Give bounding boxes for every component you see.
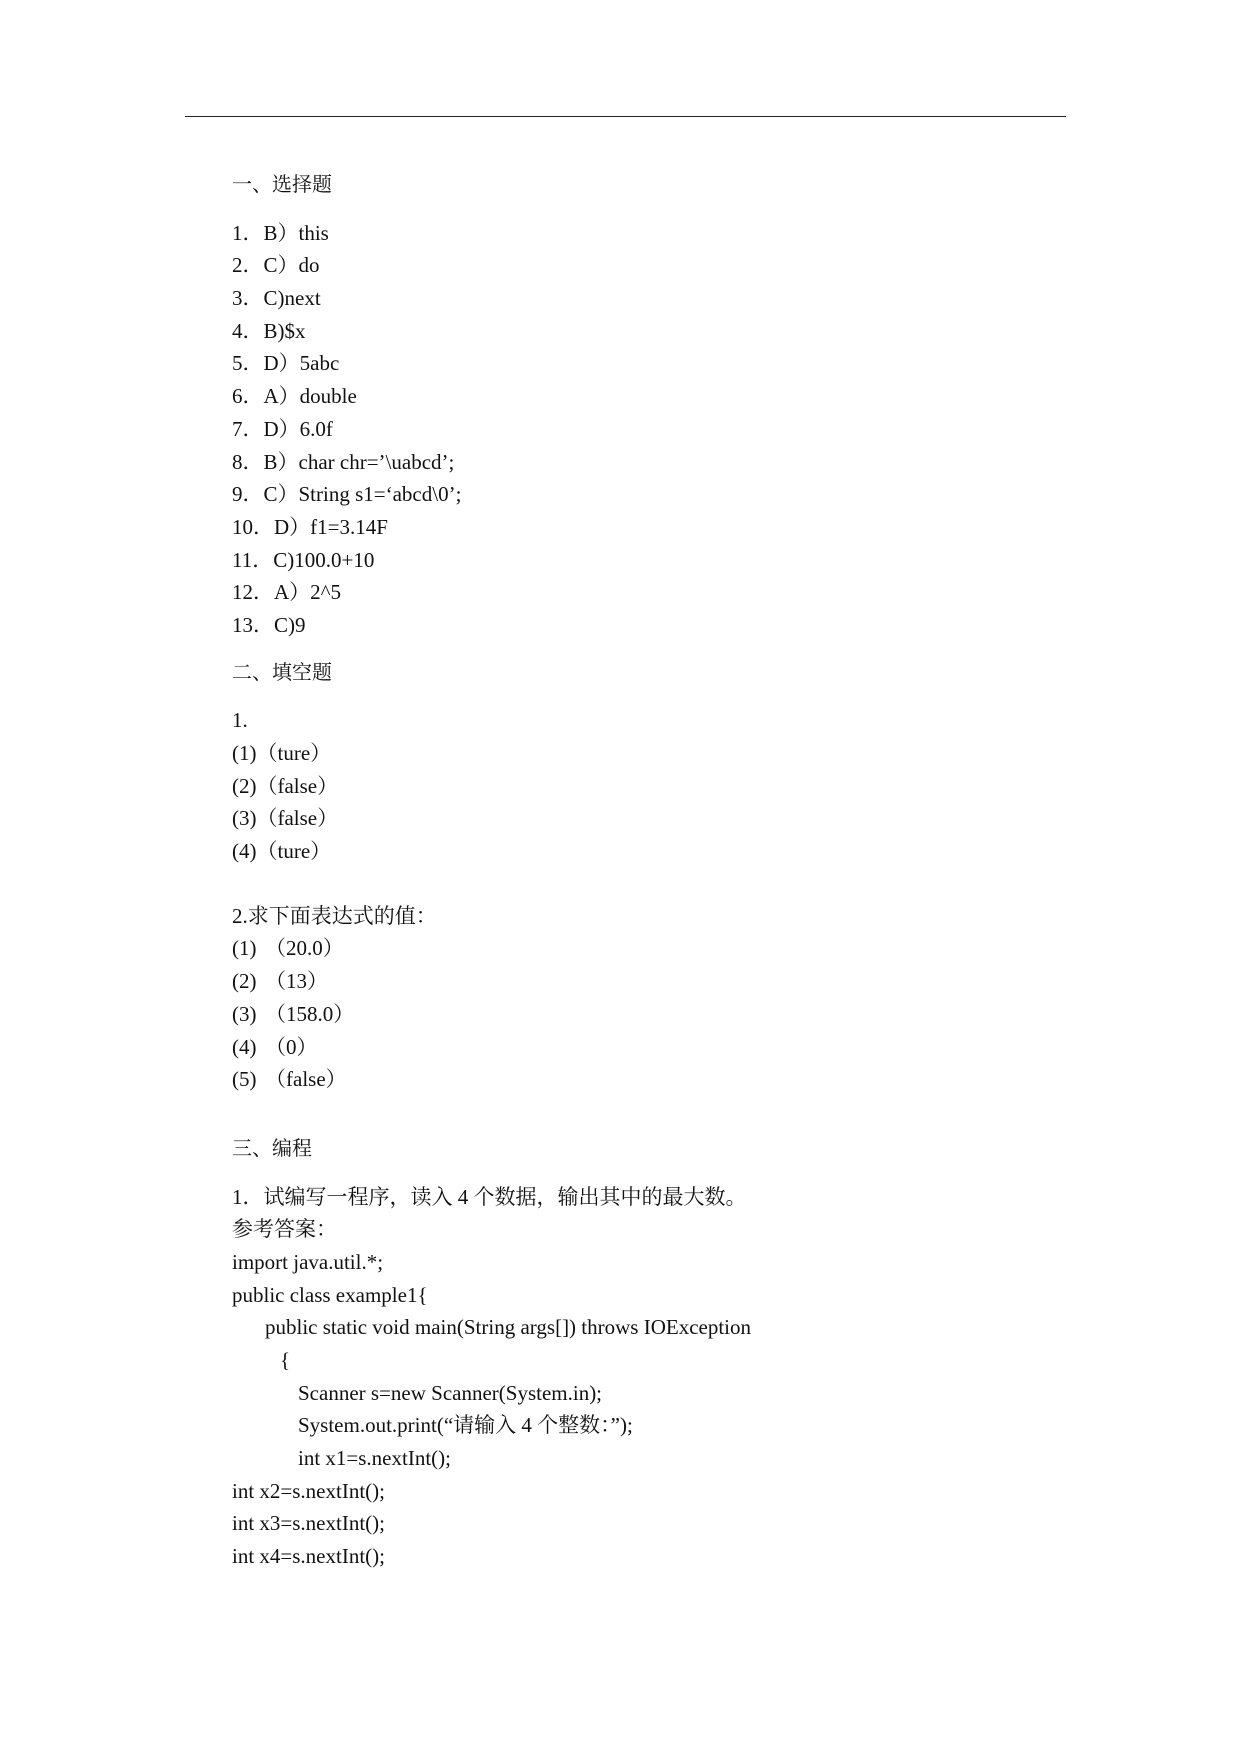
choice-answer: 9．C）String s1=‘abcd\0’; [232, 482, 462, 507]
expression-answer [232, 932, 1092, 965]
answer-value: （20.0） [265, 936, 344, 961]
code-line: int x4=s.nextInt(); [232, 1544, 385, 1569]
answer-label: (3) [232, 1001, 257, 1026]
choice-answer: 2．C）do [232, 253, 320, 278]
choice-answer: 5．D）5abc [232, 351, 340, 376]
section-title-choice: 一、选择题 [232, 172, 332, 196]
code-line: { [280, 1348, 291, 1372]
expression-answer [232, 998, 1092, 1031]
choice-answer: 7．D）6.0f [232, 416, 333, 441]
code-block [232, 1246, 1092, 1573]
section-title-fill-blank: 二、填空题 [232, 659, 332, 684]
fill-answer: (3)（false） [232, 806, 339, 831]
code-line: import java.util.*; [232, 1249, 384, 1274]
answer-value: （false） [265, 1067, 347, 1092]
fill-answer: (2)（false） [232, 773, 339, 798]
choice-answer: 3．C)next [232, 286, 321, 311]
code-line: System.out.print(“请输入 4 个整数：”); [298, 1413, 633, 1438]
expression-answer [232, 1063, 1092, 1096]
code-line: int x1=s.nextInt(); [298, 1446, 451, 1471]
code-line: int x2=s.nextInt(); [232, 1478, 385, 1503]
answer-value: （13） [265, 969, 328, 994]
question-number: 1. [232, 708, 248, 733]
answer-label: (5) [232, 1067, 257, 1092]
fill-answer: (1)（ture） [232, 741, 332, 765]
answer-value: （158.0） [265, 1001, 355, 1026]
section-title-programming: 三、编程 [232, 1135, 312, 1160]
question-prompt: 2.求下面表达式的值： [232, 903, 437, 928]
code-line: public class example1{ [232, 1282, 428, 1307]
answer-label: (1) [232, 936, 257, 961]
document-body [232, 168, 1092, 1573]
fill-blank-q1 [232, 704, 1092, 867]
reference-answer-label: 参考答案： [232, 1217, 337, 1242]
choice-answer: 11．C)100.0+10 [232, 547, 375, 572]
choice-answer: 1．B）this [232, 220, 329, 245]
fill-answer: (4)（ture） [232, 839, 332, 864]
fill-blank-q2 [232, 900, 1092, 1096]
choice-answer: 8．B）char chr=’\uabcd’; [232, 449, 455, 474]
expression-answer [232, 965, 1092, 998]
code-line: public static void main(String args[]) throws IOException [265, 1315, 752, 1340]
choice-answer: 6．A）double [232, 384, 357, 409]
choice-answer: 4．B)$x [232, 318, 306, 343]
choice-answer: 13．C)9 [232, 612, 306, 637]
header-rule [185, 116, 1066, 117]
choice-answer-list [232, 217, 1092, 642]
code-line: int x3=s.nextInt(); [232, 1511, 385, 1536]
choice-answer: 10．D）f1=3.14F [232, 514, 388, 539]
answer-value: （0） [265, 1034, 318, 1059]
answer-label: (2) [232, 969, 257, 994]
code-line: Scanner s=new Scanner(System.in); [298, 1380, 603, 1405]
answer-label: (4) [232, 1034, 257, 1059]
expression-answer [232, 1031, 1092, 1064]
choice-answer: 12．A）2^5 [232, 580, 342, 605]
programming-question: 1．试编写一程序，读入 4 个数据，输出其中的最大数。 [232, 1184, 747, 1209]
